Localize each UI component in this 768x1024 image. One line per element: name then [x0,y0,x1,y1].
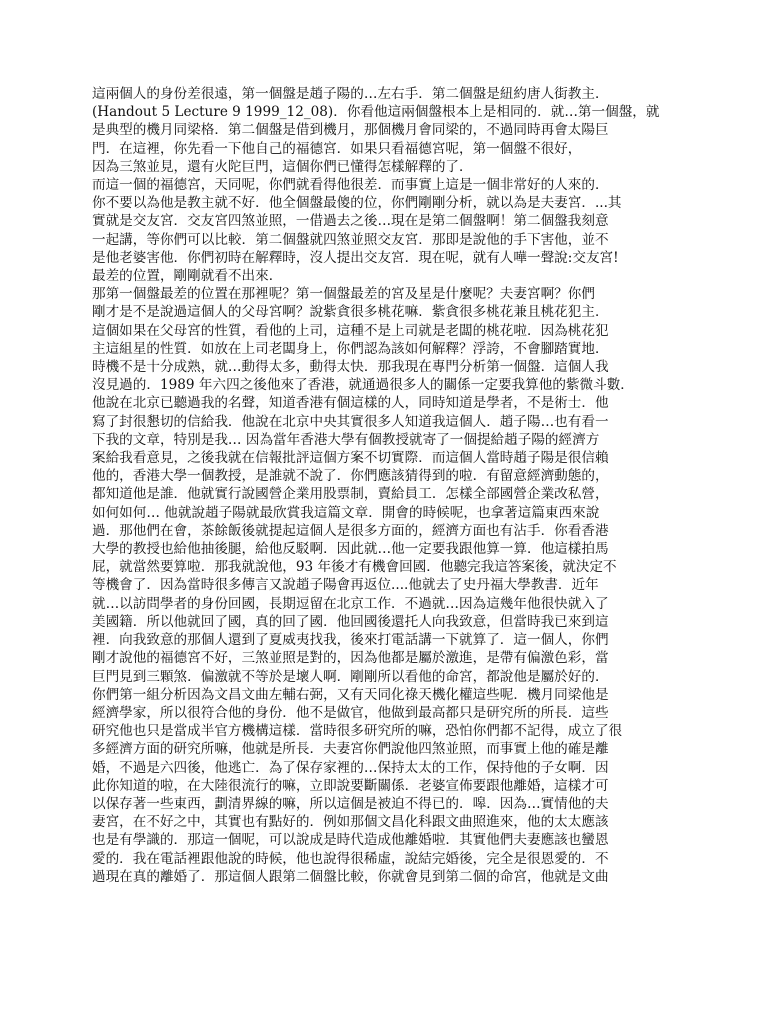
text-line: 你們第一組分析因為文昌文曲左輔右弼，又有天同化祿天機化權這些呢．機月同梁他是 [92,686,609,703]
text-line: (Handout 5 Lecture 9 1999_12_08)．你看他這兩個盤根本上是相同的．就…第一個盤，就 [92,104,660,121]
text-line: 過．那他們在會，茶餘飯後就提起這個人是很多方面的，經濟方面也有沾手．你看香港 [92,522,609,539]
text-line: 如何如何… 他就說趙子陽就最欣賞我這篇文章．開會的時候呢，也拿著這篇東西來說 [92,504,600,521]
text-line: 是典型的機月同梁格．第二個盤是借到機月，那個機月會同梁的，不過同時再會太陽巨 [92,122,609,139]
text-line: 下我的文章，特別是我… 因為當年香港大學有個教授就寄了一個提給趙子陽的經濟方 [92,431,600,448]
text-line: 那第一個盤最差的位置在那裡呢？第一個盤最差的宮及星是什麼呢？夫妻宮啊？你們 [92,286,595,303]
text-line: 門．在這裡，你先看一下他自己的福德宮．如果只看福德宮呢，第一個盤不很好， [92,140,582,157]
text-line: 而這一個的福德宮，天同呢，你們就看得他很差．而事實上這是一個非常好的人來的． [92,177,609,194]
text-line: 巨門見到三顆煞．偏激就不等於是壞人啊．剛剛所以看他的命宮，都說他是屬於好的． [92,668,609,685]
text-line: 因為三煞並見，還有火陀巨門，這個你們已懂得怎樣解釋的了． [92,158,473,175]
text-line: 他的，香港大學一個教授，是誰就不說了．你們應該猜得到的啦．有留意經濟動態的， [92,468,609,485]
text-line: 實就是交友宮．交友宮四煞並照，一借過去之後…現在是第二個盤啊！第二個盤我刻意 [92,213,609,230]
text-line: 都知道他是誰．他就實行說國營企業用股票制，賣給員工．怎樣全部國營企業改私營， [92,486,609,503]
text-line: 裡．向我致意的那個人還到了夏威夷找我，後來打電話講一下就算了．這一個人，你們 [92,632,609,649]
text-line: 屁，就當然要算啦．那我就說他，93 年後才有機會回國．他聽完我這答案後，就決定不 [92,559,617,576]
text-line: 剛才說他的福德宮不好，三煞並照是對的，因為他都是屬於激進，是帶有偏激色彩，當 [92,650,609,667]
text-line: 時機不是十分成熟，就…動得太多，動得太快．那我現在專門分析第一個盤．這個人我 [92,359,609,376]
text-line: 妻宮，在不好之中，其實也有點好的．例如那個文昌化科跟文曲照進來，他的太太應該 [92,814,609,831]
text-line: 經濟學家，所以很符合他的身份．他不是做官，他做到最高都只是研究所的所長．這些 [92,704,609,721]
text-line: 主這組星的性質．如放在上司老闆身上，你們認為該如何解釋？浮誇，不會腳踏實地． [92,340,609,357]
text-line: 愛的．我在電話裡跟他說的時候，他也說得很稀虛，說結完婚後，完全是很恩愛的．不 [92,850,609,867]
text-line: 大學的教授也給他抽後腿，給他反駁啊．因此就…他一定要我跟他算一算．他這樣拍馬 [92,541,609,558]
text-line: 這個如果在父母宮的性質，看他的上司，這種不是上司就是老闆的桃花啦．因為桃花犯 [92,322,609,339]
text-line: 案給我看意見，之後我就在信報批評這個方案不切實際．而這個人當時趙子陽是很信賴 [92,450,609,467]
text-line: 寫了封很懇切的信給我．他說在北京中央其實很多人知道我這個人．趙子陽…也有看一 [92,413,609,430]
text-line: 沒見過的．1989 年六四之後他來了香港，就通過很多人的關係一定要我算他的紫微斗數． [92,377,634,394]
text-line: 美國籍．所以他就回了國，真的回了國．他回國後還托人向我致意，但當時我已來到這 [92,613,609,630]
text-line: 以保存著一些東西，劃清界線的嘛，所以這個是被迫不得已的．嗥．因為…實情他的夫 [92,795,609,812]
text-line: 多經濟方面的研究所嘛，他就是所長．夫妻宮你們說他四煞並照，而事實上他的確是離 [92,741,609,758]
text-line: 就…以訪問學者的身份回國，長期逗留在北京工作．不過就…因為這幾年他很快就入了 [92,595,609,612]
text-line: 剛才是不是說過這個人的父母宮啊？說紫貪很多桃花嘛．紫貪很多桃花兼且桃花犯主． [92,304,609,321]
text-line: 你不要以為他是教主就不好．他全個盤最傻的位，你們剛剛分析，就以為是夫妻宮．...其 [92,195,622,212]
body-text [92,85,682,886]
text-line: 等機會了．因為當時很多傳言又說趙子陽會再返位....他就去了史丹福大學教書．近年 [92,577,599,594]
text-line: 是他老婆害他．你們初時在解釋時，沒人提出交友宮．現在呢，就有人嘩一聲說:交友宮! [92,249,619,266]
text-line: 研究他也只是當成半官方機構這樣．當時很多研究所的嘛，恐怕你們都不記得，成立了很 [92,723,623,740]
text-line: 他說在北京已聽過我的名聲，知道香港有個這樣的人，同時知道是學者，不是術士．他 [92,395,609,412]
text-line: 這兩個人的身份差很遠，第一個盤是趙子陽的…左右手．第二個盤是紐約唐人街教主． [92,86,609,102]
text-line: 最差的位置，剛剛就看不出來． [92,268,283,285]
text-line: 此你知道的啦，在大陸很流行的嘛，立即說要斷關係．老婆宣佈要跟他離婚，這樣才可 [92,777,609,794]
text-line: 婚，不過是六四後，他逃亡．為了保存家裡的…保持太太的工作，保持他的子女啊．因 [92,759,609,776]
text-line: 過現在真的離婚了．那這個人跟第二個盤比較，你就會見到第二個的命宮，他就是文曲 [92,868,609,885]
text-line: 也是有學識的．那這一個呢，可以說成是時代造成他離婚啦．其實他們夫妻應該也蠻恩 [92,832,609,849]
text-line: 一起講，等你們可以比較．第二個盤就四煞並照交友宮．那即是說他的手下害他，並不 [92,231,609,248]
